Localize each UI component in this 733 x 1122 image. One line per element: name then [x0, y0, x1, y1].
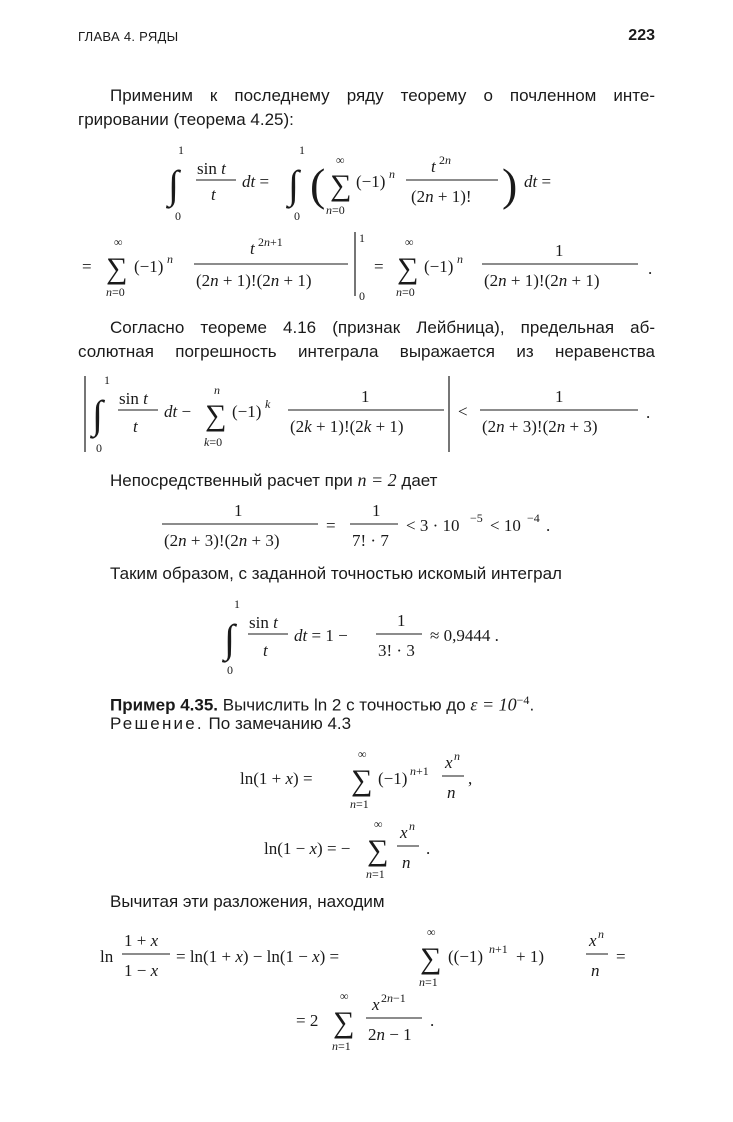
- svg-text:k: k: [265, 397, 271, 411]
- svg-text:∞: ∞: [336, 153, 345, 167]
- paragraph-line: Таким образом, с заданной точностью искомый интеграл: [110, 564, 562, 583]
- svg-text:n: n: [454, 749, 460, 763]
- svg-text:−4: −4: [527, 511, 540, 525]
- paragraph-direct-calc: [110, 468, 655, 493]
- svg-text:n=1: n=1: [332, 1039, 351, 1053]
- page-number: 223: [628, 27, 655, 44]
- paragraph-line: Вычитая эти разложения, находим: [110, 892, 385, 911]
- svg-text:(−1): (−1): [424, 257, 454, 276]
- svg-text:1: 1: [234, 501, 243, 520]
- svg-text:t: t: [133, 417, 138, 436]
- svg-text:n: n: [389, 167, 395, 181]
- svg-text:1 − x: 1 − x: [124, 961, 159, 980]
- example-exponent: −4: [516, 693, 530, 707]
- svg-text:dt = 1 −: dt = 1 −: [294, 626, 348, 645]
- formula-integral-series: [160, 140, 580, 224]
- svg-text:x: x: [589, 931, 597, 950]
- svg-text:n=1: n=1: [419, 975, 438, 989]
- svg-text:.: .: [430, 1011, 435, 1030]
- svg-text:(2n + 3)!(2n + 3): (2n + 3)!(2n + 3): [482, 417, 598, 436]
- svg-text:∑: ∑: [333, 1006, 355, 1039]
- page-header: [78, 27, 655, 49]
- svg-text:t: t: [263, 641, 268, 660]
- solution-label: Решение.: [110, 714, 204, 733]
- svg-text:n+1: n+1: [410, 764, 429, 778]
- paragraph-leibniz-cont: [78, 340, 655, 364]
- calc-text: Непосредственный расчет при: [110, 471, 353, 490]
- svg-text:x: x: [445, 753, 453, 772]
- svg-text:sin t: sin t: [249, 613, 278, 632]
- svg-text:x: x: [400, 823, 408, 842]
- svg-text:k=0: k=0: [204, 435, 223, 449]
- svg-text:.: .: [426, 839, 431, 858]
- svg-text:(−1): (−1): [356, 172, 386, 191]
- svg-text:(−1): (−1): [378, 769, 408, 788]
- svg-text:(−1): (−1): [232, 402, 262, 421]
- paragraph-intro: [110, 84, 655, 108]
- svg-text:n: n: [457, 252, 463, 266]
- svg-text:∫: ∫: [168, 162, 179, 207]
- svg-text:∑: ∑: [351, 764, 373, 797]
- svg-text:<: <: [458, 402, 468, 421]
- paragraph-leibniz: [110, 316, 655, 340]
- formula-termwise-result: [82, 228, 672, 304]
- svg-text:(2n + 1)!: (2n + 1)!: [411, 187, 472, 206]
- paragraph-line: Пример 4.35. Вычислить ln 2 с точностью до $\varepsilon = 10^{-4}$.: [110, 693, 535, 715]
- svg-text:1: 1: [555, 387, 564, 406]
- paragraph-subtract: [110, 890, 655, 914]
- svg-text:1: 1: [361, 387, 370, 406]
- paragraph-line: [110, 712, 655, 736]
- svg-text:sin t: sin t: [119, 389, 148, 408]
- svg-text:∞: ∞: [114, 235, 123, 249]
- svg-text:n: n: [409, 819, 415, 833]
- paragraph-line: грировании (теорема 4.25):: [78, 110, 294, 129]
- example-text: Вычислить ln 2 с точностью до: [222, 695, 466, 715]
- svg-text:∫: ∫: [92, 392, 103, 437]
- calc-math: n = 2: [357, 470, 397, 490]
- svg-text:1: 1: [299, 143, 305, 157]
- svg-text:n=0: n=0: [396, 285, 415, 299]
- svg-text:ln(1 − x) = −: ln(1 − x) = −: [264, 839, 351, 858]
- svg-text:0: 0: [96, 441, 102, 455]
- svg-text:ln: ln: [100, 947, 114, 966]
- svg-text:3! · 3: 3! · 3: [378, 641, 415, 660]
- svg-text:< 10: < 10: [490, 516, 521, 535]
- svg-text:n: n: [214, 383, 220, 397]
- svg-text:n+1: n+1: [489, 942, 508, 956]
- svg-text:∑: ∑: [420, 942, 442, 975]
- paragraph-result: [110, 562, 655, 586]
- running-head: ГЛАВА 4. РЯДЫ: [78, 29, 179, 44]
- svg-text:=: =: [82, 257, 92, 276]
- svg-text:≈ 0,9444 .: ≈ 0,9444 .: [430, 626, 499, 645]
- svg-text:n=0: n=0: [106, 285, 125, 299]
- svg-text:∑: ∑: [397, 252, 419, 285]
- svg-text:x: x: [372, 995, 380, 1014]
- svg-text:dt =: dt =: [242, 172, 270, 191]
- paragraph-line: [110, 468, 655, 493]
- svg-text:sin t: sin t: [197, 159, 226, 178]
- svg-text:1 + x: 1 + x: [124, 931, 159, 950]
- svg-text:(2k + 1)!(2k + 1): (2k + 1)!(2k + 1): [290, 417, 404, 436]
- svg-text:t: t: [211, 185, 216, 204]
- svg-text:−5: −5: [470, 511, 483, 525]
- svg-text:1: 1: [104, 373, 110, 387]
- paragraph-line: солютная погрешность интеграла выражается из неравенства: [78, 342, 655, 361]
- formula-calc-estimate: [160, 496, 600, 556]
- svg-text:dt =: dt =: [524, 172, 552, 191]
- formula-log-ratio-series: [100, 920, 660, 992]
- svg-text:2n − 1: 2n − 1: [368, 1025, 412, 1044]
- svg-text:.: .: [646, 403, 651, 422]
- svg-text:0: 0: [294, 209, 300, 223]
- svg-text:∞: ∞: [358, 747, 367, 761]
- formula-log-minus-series: [264, 812, 504, 882]
- calc-tail: дает: [401, 471, 438, 490]
- svg-text:(−1): (−1): [134, 257, 164, 276]
- svg-text:((−1): ((−1): [448, 947, 484, 966]
- svg-text:dt −: dt −: [164, 402, 192, 421]
- svg-text:0: 0: [227, 663, 233, 677]
- svg-text:∫: ∫: [224, 616, 235, 661]
- example-label: Пример 4.35.: [110, 695, 219, 715]
- svg-text:n: n: [447, 783, 456, 802]
- svg-text:∞: ∞: [340, 989, 349, 1003]
- svg-text:ln(1 + x) =: ln(1 + x) =: [240, 769, 313, 788]
- example-math: ε = 10: [470, 694, 517, 715]
- svg-text:∞: ∞: [405, 235, 414, 249]
- svg-text:): ): [502, 159, 518, 210]
- svg-text:∑: ∑: [106, 252, 128, 285]
- svg-text:1: 1: [555, 241, 564, 260]
- svg-text:0: 0: [175, 209, 181, 223]
- svg-text:(2n + 1)!(2n + 1): (2n + 1)!(2n + 1): [196, 271, 312, 290]
- svg-text:∫: ∫: [288, 162, 299, 207]
- svg-text:,: ,: [468, 769, 473, 788]
- paragraph-line: Согласно теореме 4.16 (признак Лейбница), предельная аб-: [110, 318, 655, 337]
- svg-text:=: =: [326, 516, 336, 535]
- svg-text:= 2: = 2: [296, 1011, 319, 1030]
- paragraph-line: Применим к последнему ряду теорему о почленном инте-: [110, 86, 655, 105]
- svg-text:n=0: n=0: [326, 203, 345, 217]
- svg-text:2n+1: 2n+1: [258, 235, 283, 249]
- svg-text:+ 1): + 1): [516, 947, 544, 966]
- svg-text:=: =: [374, 257, 384, 276]
- svg-text:1: 1: [234, 597, 240, 611]
- svg-text:n=1: n=1: [350, 797, 369, 811]
- svg-text:n=1: n=1: [366, 867, 385, 881]
- svg-text:2n: 2n: [439, 153, 451, 167]
- svg-text:∑: ∑: [367, 834, 389, 867]
- svg-text:n: n: [598, 927, 604, 941]
- svg-text:1: 1: [359, 231, 365, 245]
- svg-text:.: .: [648, 259, 653, 278]
- svg-text:1: 1: [372, 501, 381, 520]
- svg-text:1: 1: [397, 611, 406, 630]
- formula-log-plus-series: [240, 742, 520, 812]
- solution-text: По замечанию 4.3: [208, 714, 352, 733]
- svg-text:t: t: [250, 239, 255, 258]
- svg-text:n: n: [591, 961, 600, 980]
- svg-text:< 3 · 10: < 3 · 10: [406, 516, 460, 535]
- svg-text:n: n: [402, 853, 411, 872]
- svg-text:∞: ∞: [374, 817, 383, 831]
- svg-text:∞: ∞: [427, 925, 436, 939]
- svg-text:= ln(1 + x) − ln(1 − x) =: = ln(1 + x) − ln(1 − x) =: [176, 947, 340, 966]
- svg-text:∑: ∑: [330, 169, 352, 202]
- svg-text:7! · 7: 7! · 7: [352, 531, 389, 550]
- svg-text:=: =: [616, 947, 626, 966]
- svg-text:(2n + 3)!(2n + 3): (2n + 3)!(2n + 3): [164, 531, 280, 550]
- svg-text:(2n + 1)!(2n + 1): (2n + 1)!(2n + 1): [484, 271, 600, 290]
- svg-text:(: (: [310, 159, 326, 210]
- svg-text:1: 1: [178, 143, 184, 157]
- svg-text:.: .: [546, 516, 551, 535]
- svg-text:∑: ∑: [205, 399, 227, 432]
- formula-integral-value: [216, 594, 536, 678]
- formula-log-ratio-final: [296, 984, 496, 1054]
- svg-text:n: n: [167, 252, 173, 266]
- svg-text:t: t: [431, 157, 436, 176]
- svg-text:0: 0: [359, 289, 365, 303]
- solution-heading: [110, 712, 655, 736]
- paragraph-intro-cont: [78, 108, 623, 132]
- svg-text:2n−1: 2n−1: [381, 991, 406, 1005]
- formula-error-bound: [80, 370, 670, 458]
